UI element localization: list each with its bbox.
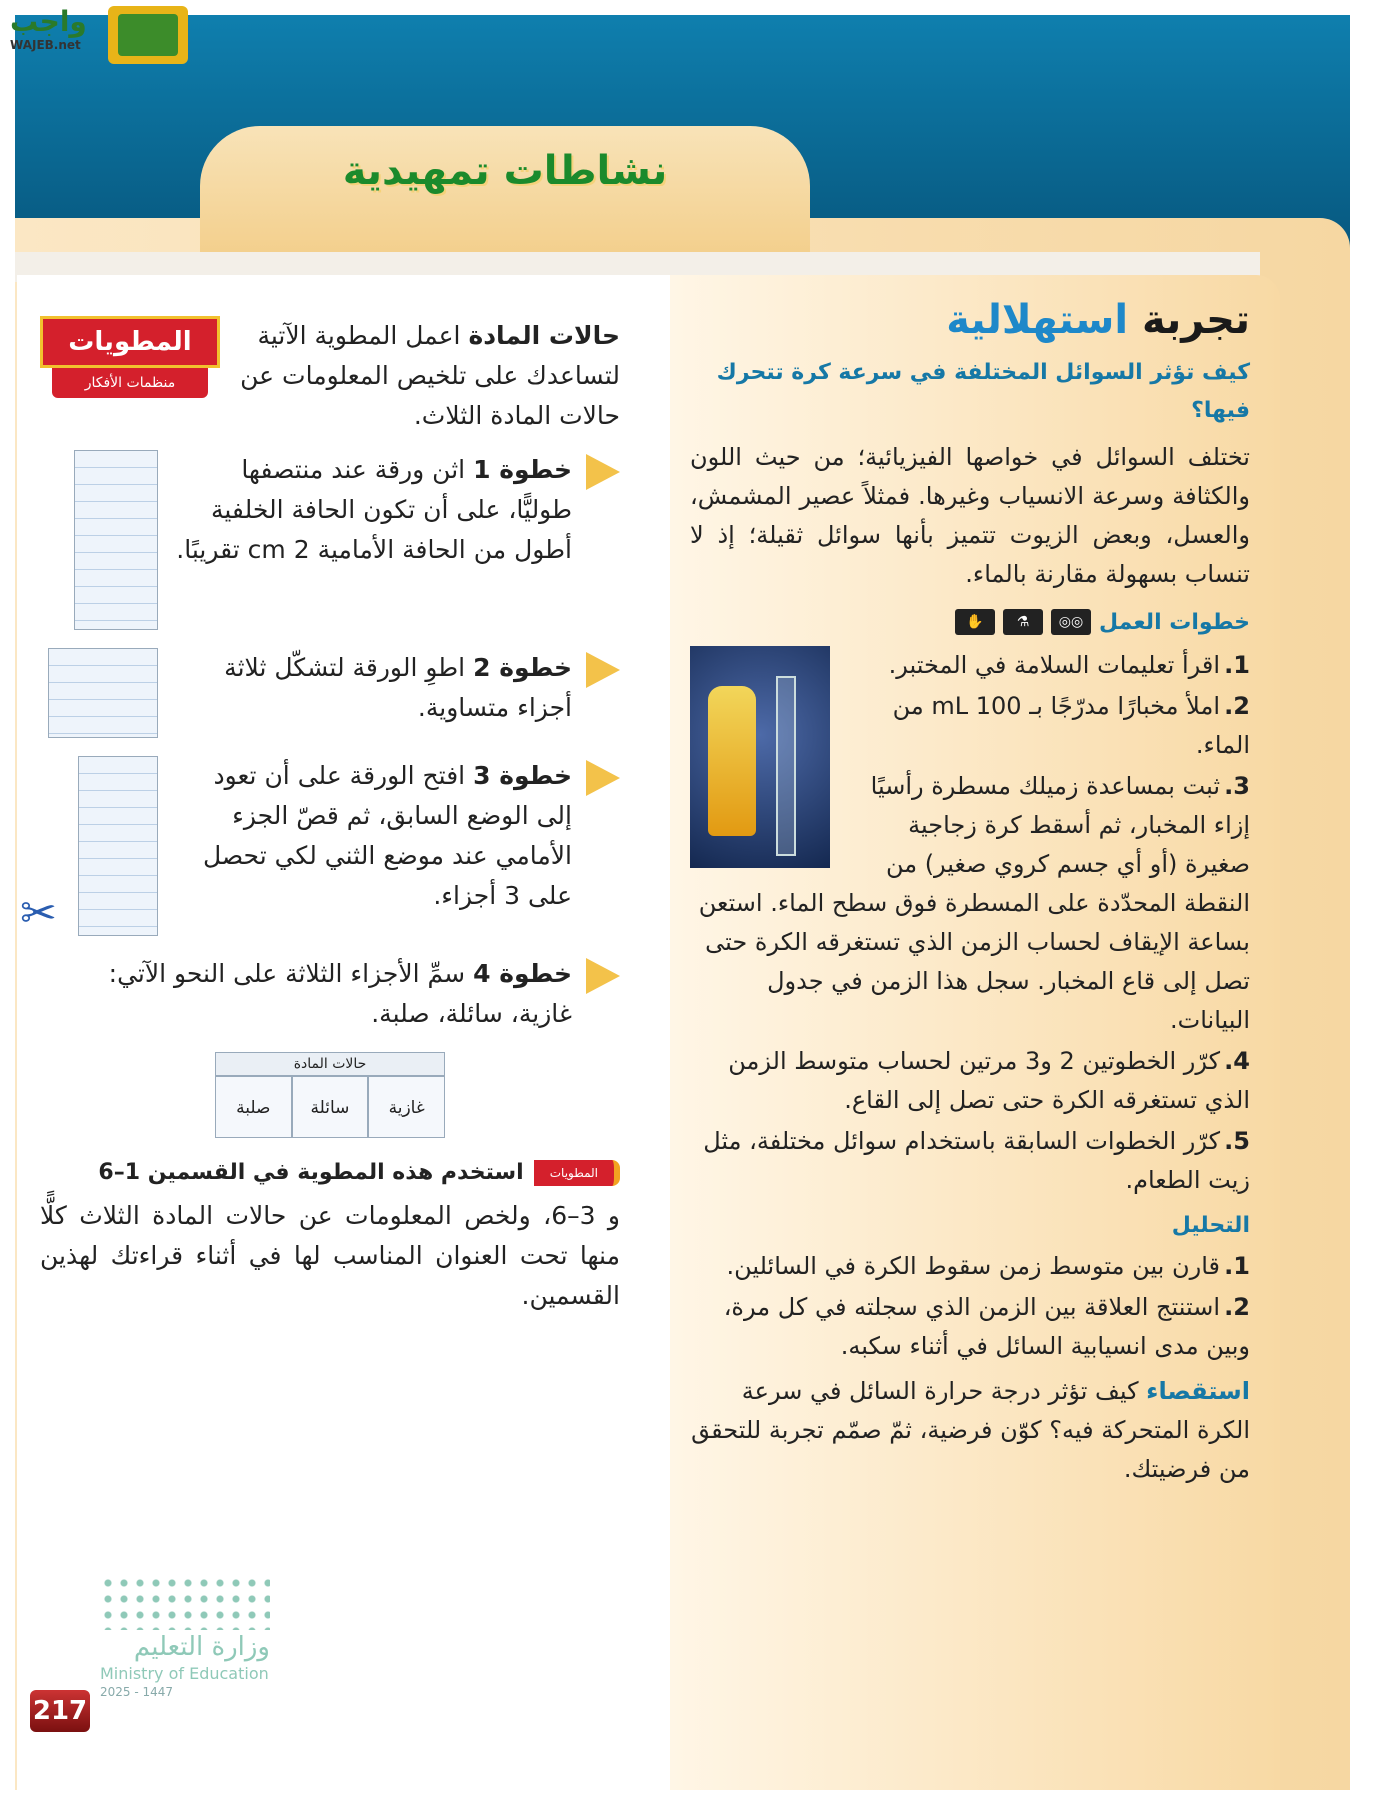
ministry-logo bbox=[100, 1575, 270, 1700]
title-part-a: تجربة bbox=[1141, 297, 1250, 343]
step-image bbox=[40, 450, 158, 630]
inquiry-text: كيف تؤثر درجة حرارة السائل في سرعة الكرة المتحركة فيه؟ كوّن فرضية، ثمّ صمّم تجربة للتحقق من فرضيتك. bbox=[691, 1377, 1250, 1483]
trifold-paper-image bbox=[48, 648, 158, 738]
step-text: كرّر الخطوات السابقة باستخدام سوائل مختلفة، مثل زيت الطعام. bbox=[703, 1127, 1250, 1194]
badge-subtitle: منظمات الأفكار bbox=[52, 368, 208, 398]
step-image bbox=[20, 756, 158, 939]
item-number: 2. bbox=[1224, 1293, 1250, 1321]
inquiry-label: استقصاء bbox=[1146, 1377, 1250, 1405]
intro-text: اعمل المطوية الآتية لتساعدك على تلخيص المعلومات عن حالات المادة الثلاث. bbox=[240, 321, 620, 430]
foldables-column bbox=[20, 316, 620, 1316]
title-part-b: استهلالية bbox=[946, 297, 1129, 343]
step-label: خطوة 4 bbox=[473, 959, 572, 988]
states-foldable-diagram bbox=[215, 1052, 445, 1138]
step-body bbox=[40, 954, 572, 1034]
folded-paper-image bbox=[74, 450, 158, 630]
oil-bottle bbox=[708, 686, 756, 836]
page-title: نشاطات تمهيدية bbox=[342, 148, 668, 194]
list-item bbox=[690, 1247, 1250, 1286]
experiment-question: كيف تؤثر السوائل المختلفة في سرعة كرة تتحرك فيها؟ bbox=[716, 360, 1250, 423]
step-text: سمِّ الأجزاء الثلاثة على النحو الآتي: غازية، سائلة، صلبة. bbox=[108, 959, 572, 1028]
step-number: 1. bbox=[1224, 651, 1250, 679]
use-heading-text: استخدم هذه المطوية في القسمين 1–6 bbox=[98, 1160, 524, 1185]
step-text: افتح الورقة على أن تعود إلى الوضع السابق، ثم قصّ الجزء الأمامي عند موضع الثني لكي تحصل على 3 أجزاء. bbox=[202, 761, 572, 910]
foldables-badge bbox=[40, 316, 220, 398]
experiment-photo bbox=[690, 646, 830, 868]
list-item bbox=[690, 1288, 1250, 1366]
foldable-step-3 bbox=[20, 756, 620, 939]
ministry-ar: وزارة التعليم bbox=[133, 1632, 270, 1662]
arrow-icon bbox=[586, 652, 620, 688]
step-text: اقرأ تعليمات السلامة في المختبر. bbox=[888, 651, 1220, 679]
foldables-intro bbox=[240, 316, 620, 436]
step-text: ثبت بمساعدة زميلك مسطرة رأسيًا إزاء المخبار، ثم أسقط كرة زجاجية صغيرة (أو أي جسم كروي صغير) من النقطة المحدّدة على المسطرة فوق سطح الماء. استعن بساعة الإيقاف لحساب الزمن الذي تستغرقه الكرة حتى تصل إلى قاع المخبار. سجل هذا الزمن في جدول البيانات. bbox=[698, 772, 1250, 1034]
diagram-header: حالات المادة bbox=[215, 1052, 445, 1076]
diagram-label-solid: صلبة bbox=[215, 1076, 292, 1138]
use-foldable-heading bbox=[40, 1156, 620, 1190]
badge-title: المطويات bbox=[40, 316, 220, 368]
item-text: قارن بين متوسط زمن سقوط الكرة في السائلين. bbox=[726, 1252, 1220, 1280]
scissors-icon: ✂ bbox=[20, 888, 57, 939]
logo-en: WAJEB.net bbox=[10, 38, 81, 52]
item-number: 1. bbox=[1224, 1252, 1250, 1280]
arrow-icon bbox=[586, 454, 620, 490]
step-text: كرّر الخطوتين 2 و3 مرتين لحساب متوسط الزمن الذي تستغرقه الكرة حتى تصل إلى القاع. bbox=[728, 1047, 1250, 1114]
step-image bbox=[40, 648, 158, 738]
use-foldable-text: و 3–6، ولخص المعلومات عن حالات المادة الثلاث كلًّا منها تحت العنوان المناسب لها في أثناء قراءتك لهذين القسمين. bbox=[40, 1201, 620, 1310]
step-text: اثن ورقة عند منتصفها طوليًّا، على أن تكون الحافة الخلفية أطول من الحافة الأمامية 2 cm تقريبًا. bbox=[176, 455, 572, 564]
book-logo-icon bbox=[108, 6, 188, 64]
step-body bbox=[172, 648, 572, 728]
arrow-icon bbox=[586, 958, 620, 994]
ministry-dots-icon bbox=[100, 1575, 270, 1630]
steps-heading bbox=[690, 604, 1250, 640]
experiment-intro: تختلف السوائل في خواصها الفيزيائية؛ من حيث اللون والكثافة وسرعة الانسياب وغيرها. فمثلاً عصير المشمش، والعسل، وبعض الزيوت تتميز بأنها سوائل ثقيلة؛ إذ لا تنساب بسهولة مقارنة بالماء. bbox=[690, 443, 1250, 588]
step-number: 2. bbox=[1224, 692, 1250, 720]
ministry-en: Ministry of Education bbox=[100, 1664, 269, 1683]
experiment-column bbox=[690, 292, 1250, 1489]
step-number: 4. bbox=[1224, 1047, 1250, 1075]
year: 2025 - 1447 bbox=[100, 1685, 174, 1699]
diagram-label-liquid: سائلة bbox=[292, 1076, 369, 1138]
page-number: 217 bbox=[30, 1690, 90, 1732]
step-body bbox=[172, 756, 572, 916]
analysis-list bbox=[690, 1247, 1250, 1366]
foldable-step-4 bbox=[40, 954, 620, 1034]
step-label: خطوة 3 bbox=[473, 761, 572, 790]
steps-heading-text: خطوات العمل bbox=[1099, 609, 1250, 635]
foldables-top bbox=[40, 316, 620, 436]
step-label: خطوة 2 bbox=[473, 653, 572, 682]
experiment-title bbox=[690, 292, 1250, 348]
wajeb-logo[interactable] bbox=[10, 5, 87, 52]
item-text: استنتج العلاقة بين الزمن الذي سجلته في كل مرة، وبين مدى انسيابية السائل في أثناء سكبه. bbox=[723, 1293, 1250, 1360]
analysis-heading: التحليل bbox=[1171, 1213, 1250, 1238]
step-body bbox=[172, 450, 572, 570]
step-text: املأ مخبارًا مدرّجًا بـ 100 mL من الماء. bbox=[892, 692, 1250, 759]
logo-ar: واجب bbox=[10, 5, 87, 38]
diagram-label-gas: غازية bbox=[368, 1076, 445, 1138]
cut-paper-image bbox=[78, 756, 158, 936]
foldable-step-2 bbox=[40, 648, 620, 738]
graduated-cylinder bbox=[776, 676, 796, 856]
step-number: 3. bbox=[1224, 772, 1250, 800]
foldables-tag: المطويات bbox=[534, 1160, 620, 1186]
list-item bbox=[690, 1042, 1250, 1120]
hand-wash-icon: ✋ bbox=[955, 609, 995, 635]
arrow-icon bbox=[586, 760, 620, 796]
list-item bbox=[690, 1122, 1250, 1200]
foldable-step-1 bbox=[40, 450, 620, 630]
inquiry bbox=[690, 1372, 1250, 1489]
goggles-icon: ◎◎ bbox=[1051, 609, 1091, 635]
step-text: اطوِ الورقة لتشكّل ثلاثة أجزاء متساوية. bbox=[224, 653, 572, 722]
step-label: خطوة 1 bbox=[473, 455, 572, 484]
step-number: 5. bbox=[1224, 1127, 1250, 1155]
lab-coat-icon: ⚗ bbox=[1003, 609, 1043, 635]
intro-bold: حالات المادة bbox=[468, 321, 620, 350]
